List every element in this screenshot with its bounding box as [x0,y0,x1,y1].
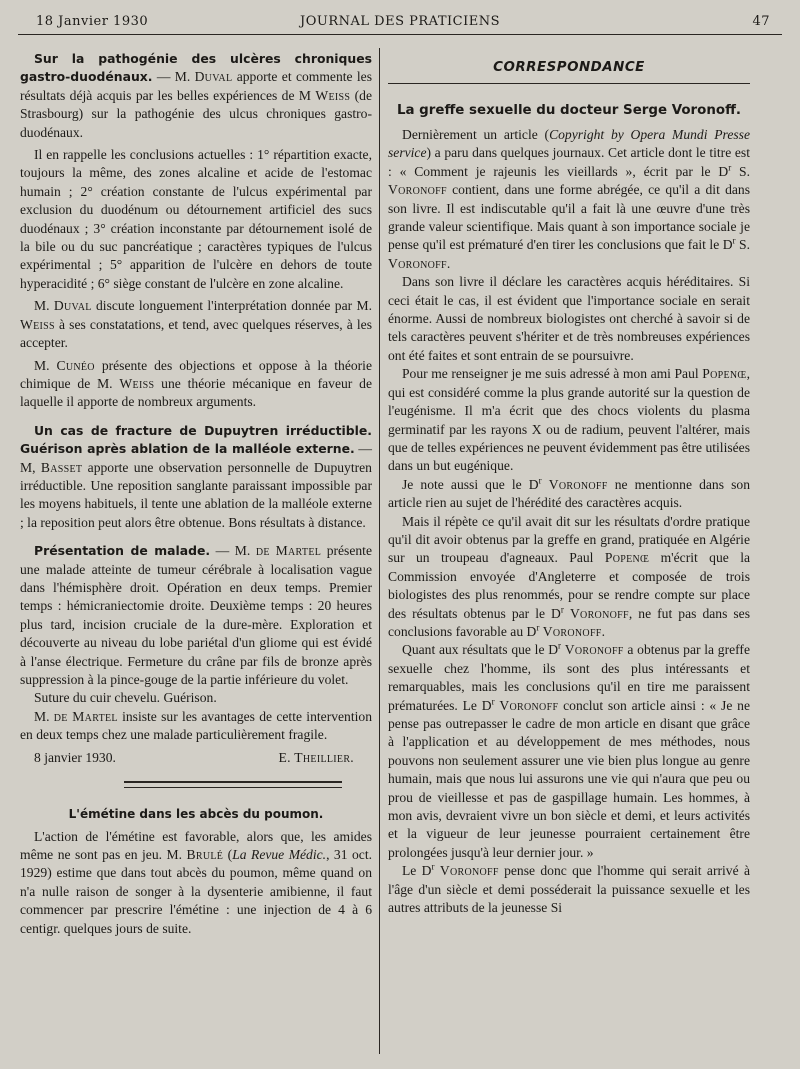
voronoff-p5: Mais il répète ce qu'il avait dit sur les résultats d'ordre pratique qu'il dit avoir obtenus par la greffe en grand, pratiquée en Algérie sur un troupeau d'agneaux. Paul Popenœ m'écrit que la Commission envoyée d'Angleterre et composée de trois biologistes des plus renommés, pour se rendre compte sur place des résultats obtenus par le $D^r$ Voronoff, ne fut pas dans ses conclusions favorable au $D^r$ Voronoff. [388,513,751,639]
article-pathogenie-p2: Il en rappelle les conclusions actuelles : 1° répartition exacte, toujours la même, des zones alcaline et acide de l'estomac humain ; 2° création constante de l'ulcus expérimental par exclusion du duodénum ou détournement artificiel des sucs duodénaux ; 3° création inconstante par détournement isolé de la bile ou du suc pancréatique ; caractères typiques de l'ulcus expérimental ; 5° apparition de l'ulcère en dehors de toute hyperacidité ; 6° siège constant de l'ulcère en zone alcaline. [20,147,372,291]
right-column [388,50,750,917]
signature-date: 8 janvier 1930. [34,749,116,765]
section-separator [124,781,342,788]
article-pathogenie-p1: Sur la pathogénie des ulcères chroniques gastro-duodénaux. — M. Duval apporte et commente les résultats déjà acquis par les belles expériences de M Weiss (de Strasbourg) sur la pathogénie des ulcus chroniques gastro-duodénaux. [20,51,372,140]
header-journal-title: JOURNAL DES PRATICIENS [300,14,500,29]
article-pathogenie-p3: M. Duval discute longuement l'interprétation donnée par M. Weiss à ses constatations, et tend, avec quelques réserves, à les accepter. [20,298,372,351]
article-presentation-p1: Présentation de malade. — M. de Martel présente une malade atteinte de tumeur cérébrale à localisation vague dans l'hémisphère droit. Opération en deux temps. Premier temps : hémicraniectomie droite. Deuxième temps : 20 heures plus tard, incision cruciale de la dure-mère. Exploration et découverte au niveau du lobe pariétal d'un gliome qui est évidé à l'anse électrique. Fermeture du crâne par fils de bronze après suppression à la pince-gouge de la partie inférieure du volet. [20,543,372,687]
article-pathogenie-heading: Sur la pathogénie des ulcères chroniques gastro-duodénaux. [20,51,372,85]
article-emetine-body: L'action de l'émétine est favorable, alors que, les amides même ne sont pas en jeu. M. Brulé (La Revue Médic., 31 oct. 1929) estime que dans tout abcès du poumon, même quand on n'a nulle raison de songer à la dysenterie amibienne, il faut commencer par prescrire l'émétine : une injection de 4 à 6 centigr. quelques jours de suite. [20,828,373,936]
column-divider [379,48,380,1054]
article-dupuytren: Un cas de fracture de Dupuytren irréductible. Guérison après ablation de la malléole externe. — M, Basset apporte une observation personnelle de Dupuytren irréductible. Une reposition sanglante paraissant impossible par les moyens habituels, il tente une ablation de la malléole externe ; la reposition peut alors être obtenue. Bons résultats à distance. [20,422,372,530]
article-presentation-p2: Suture du cuir chevelu. Guérison. [34,690,217,706]
running-header [20,14,780,32]
voronoff-p6: Quant aux résultats que le $D^r$ Voronoff a obtenus par la greffe sexuelle chez l'homme, ils sont des plus intéressants et remarquables, mais les conclusions qu'il en tire me paraissent prématurées. Le $D^r$ Voronoff conclut son article ainsi : « Je ne pense pas outrepasser le cadre de mon article en disant que grâce à l'application et au développement de mes méthodes, nous pouvons non seulement assurer une vie bien plus longue au genre humain, mais que nous lui assurons une vie qui n'aura que peu ou prou de vieillesse et pas de gaspillage humain. Les hommes, à mon avis, devraient vivre un bon siècle et demi, et leurs activités et la vigueur de leur jeunesse pourraient certainement être prolongées jusqu'à leur dernier jour. » [388,640,750,860]
header-date: 18 Janvier 1930 [36,14,149,29]
article-pathogenie-p4: M. Cunéo présente des objections et oppose à la théorie chimique de M. Weiss une théorie mécanique en faveur de laquelle il apporte de nombreux arguments. [20,357,372,410]
voronoff-p3: Pour me renseigner je me suis adressé à mon ami Paul Popenœ, qui est considéré comme la plus grande autorité sur la question de l'eugénisme. Il m'a écrit que des chocs violents du plasma germinatif par les rayons X ou de radium, peuvent l'altérer, mais que de telles expériences ne peuvent évidemment pas être utilisées dans un but eugénique. [388,366,750,474]
article-presentation-p3: M. de Martel insiste sur les avantages de cette intervention en deux temps chez une malade particulièrement fragile. [20,708,372,743]
voronoff-p2: Dans son livre il déclare les caractères acquis héréditaires. Si ceci était le cas, il est évident que l'importance sociale en serait énorme. Aussi de nombreux biologistes ont cherché à savoir si de tels caractères peuvent s'hériter et de très nombreuses expériences ont été faites et sont entrain de se poursuivre. [388,274,750,363]
section-title-correspondance: CORRESPONDANCE [493,60,645,75]
article-dupuytren-heading: Un cas de fracture de Dupuytren irréductible. Guérison après ablation de la malléole externe. [20,422,372,457]
signature-line [20,749,372,767]
header-page-number: 47 [752,14,770,29]
signature-author: E. Theillier. [278,749,354,765]
section-rule [388,83,750,84]
article-emetine-title: L'émétine dans les abcès du poumon. [68,806,324,821]
voronoff-p1: Dernièrement un article (Copyright by Opera Mundi Presse service) a paru dans quelques journaux. Cet article dont le titre est : « Comment je rajeunis les vieillards », écrit par le $D^r$ S. Voronoff contient, dans une forme abrégée, ce qu'il a dit dans son livre. Il est indiscutable qu'il a fait là une œuvre d'une très grande valeur scientifique. Mais quant à son importance sociale je pense qu'il est prématuré d'en tirer les conclusions que fait le $D^r$ S. Voronoff. [388,127,750,271]
left-column [20,50,372,938]
header-rule [18,34,782,35]
article-voronoff-title: La greffe sexuelle du docteur Serge Voronoff. [396,103,742,118]
voronoff-p4: Je note aussi que le $D^r$ Voronoff ne mentionne dans son article rien au sujet de l'hérédité des caractères acquis. [388,475,750,511]
voronoff-p7: Le $D^r$ Voronoff pense donc que l'homme qui serait arrivé à l'âge d'un siècle et demi posséderait la puissance sexuelle et les autres attributs de la jeunesse Si [388,861,750,916]
article-presentation-heading: Présentation de malade. [34,543,211,559]
